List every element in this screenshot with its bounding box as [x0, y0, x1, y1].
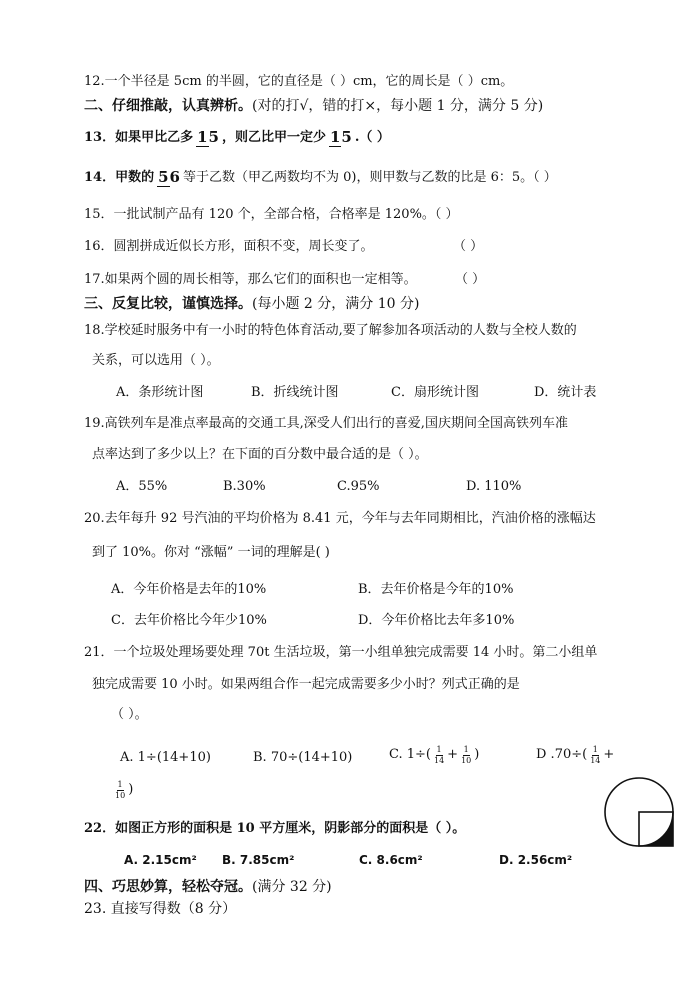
option-c: C. 8.6cm²: [359, 853, 423, 867]
question-16: 16．圆割拼成近似长方形，面积不变，周长变了。: [84, 239, 374, 254]
question-21-line3: （ ）。: [111, 707, 148, 722]
fraction-one-tenth: $\frac{1}{10}$: [115, 779, 126, 800]
section-4-note: (满分 32 分): [252, 879, 332, 895]
fraction-one-tenth: $\frac{1}{10}$: [461, 744, 472, 765]
question-12: 12.一个半径是 5cm 的半圆，它的直径是（ ）cm，它的周长是（ ）cm。: [84, 74, 514, 89]
question-13: 13．如果甲比乙多 15 ，则乙比甲一定少 15 .（ ）: [84, 128, 390, 146]
option-a: A．条形统计图: [116, 385, 204, 400]
option-a: A．55%: [116, 479, 168, 494]
question-23: 23. 直接写得数（8 分）: [84, 901, 237, 917]
fraction-five-sixths: 56: [158, 168, 180, 186]
option-c: C．扇形统计图: [391, 385, 479, 400]
answer-paren: （ ）: [453, 239, 484, 254]
section-3-heading: [84, 295, 419, 314]
question-14: 14．甲数的 56 等于乙数（甲乙两数均不为 0)，则甲数与乙数的比是 6：5。（ ）: [84, 168, 557, 186]
option-a: A. 1÷(14+10): [120, 750, 211, 765]
option-d: D．统计表: [534, 385, 597, 400]
option-b: B.30%: [223, 479, 266, 494]
question-15: 15．一批试制产品有 120 个，全部合格，合格率是 120%。（ ）: [84, 207, 459, 222]
option-c: C. 1÷( $\frac{1}{14}$ + $\frac{1}{10}$ ): [389, 744, 480, 765]
option-c: C．去年价格比今年少10%: [111, 613, 267, 628]
option-b: B. 70÷(14+10): [253, 750, 353, 765]
option-a: A. 2.15cm²: [124, 853, 197, 867]
section-4-title: 四、巧思妙算，轻松夺冠。: [84, 879, 252, 895]
option-d-continued: $\frac{1}{10}$ ): [115, 779, 134, 800]
question-18-line1: 18.学校延时服务中有一小时的特色体育活动,要了解参加各项活动的人数与全校人数的: [84, 323, 577, 338]
question-21-line2: 独完成需要 10 小时。如果两组合作一起完成需要多少小时？列式正确的是: [92, 677, 520, 692]
answer-paren: （ ）: [455, 272, 486, 287]
question-19-line2: 点率达到了多少以上？在下面的百分数中最合适的是（ ）。: [92, 447, 428, 462]
section-4-heading: [84, 878, 332, 897]
section-3-note: (每小题 2 分，满分 10 分): [252, 296, 420, 312]
section-2-title: 二、仔细推敲，认真辨析。: [84, 98, 252, 114]
option-d: D．今年价格比去年多10%: [358, 613, 515, 628]
fraction-one-fourteenth: $\frac{1}{14}$: [433, 744, 445, 765]
option-b: B. 7.85cm²: [222, 853, 295, 867]
section-2-heading: [84, 97, 543, 116]
question-20-line1: 20.去年每升 92 号汽油的平均价格为 8.41 元，今年与去年同期相比，汽油价格的涨幅达: [84, 511, 596, 526]
square-circle-figure: [604, 777, 674, 847]
option-b: B．去年价格是今年的10%: [358, 582, 514, 597]
question-22: 22．如图正方形的面积是 10 平方厘米，阴影部分的面积是（ ）。: [84, 821, 466, 836]
question-17: 17.如果两个圆的周长相等，那么它们的面积也一定相等。: [84, 272, 417, 287]
question-18-line2: 关系，可以选用（ ）。: [92, 353, 220, 368]
option-d: D. 2.56cm²: [499, 853, 573, 867]
question-19-line1: 19.高铁列车是准点率最高的交通工具,深受人们出行的喜爱,国庆期间全国高铁列车准: [84, 416, 568, 431]
option-d: D. 110%: [466, 479, 522, 494]
question-20-line2: 到了 10%。你对 “涨幅” 一词的理解是( ): [92, 545, 330, 560]
fraction-one-fourteenth: $\frac{1}{14}$: [590, 744, 601, 765]
option-d: D .70÷( $\frac{1}{14}$ +: [536, 744, 615, 765]
option-b: B．折线统计图: [251, 385, 339, 400]
option-a: A．今年价格是去年的10%: [111, 582, 267, 597]
fraction-one-fifth: 15: [197, 128, 219, 146]
option-c: C.95%: [337, 479, 380, 494]
section-3-title: 三、反复比较，谨慎选择。: [84, 296, 252, 312]
question-21-line1: 21．一个垃圾处理场要处理 70t 生活垃圾，第一小组单独完成需要 14 小时。第二小组单: [84, 645, 598, 660]
fraction-one-fifth: 15: [329, 128, 352, 146]
section-2-note: (对的打√，错的打×，每小题 1 分，满分 5 分): [252, 98, 544, 114]
